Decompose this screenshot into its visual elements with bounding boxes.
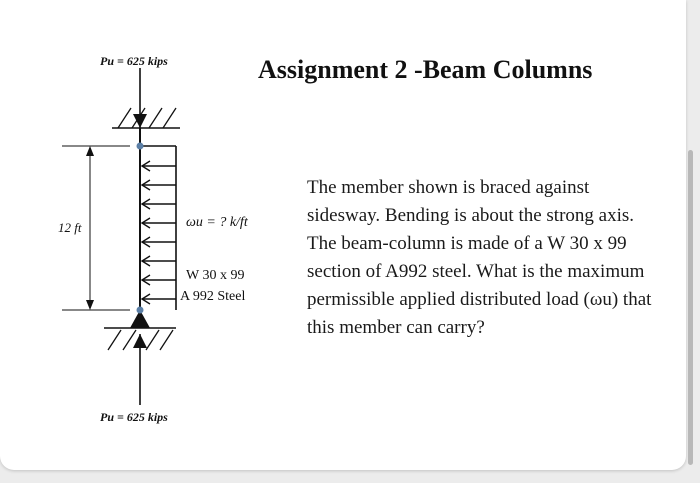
bottom-joint: [137, 307, 144, 314]
top-arrowhead: [133, 114, 147, 128]
dimension-arrowhead-top: [86, 146, 94, 156]
material-label: A 992 Steel: [180, 289, 246, 304]
bottom-arrowhead: [133, 334, 147, 348]
scrollbar[interactable]: [688, 150, 693, 465]
problem-statement: The member shown is braced against sidesway. Bending is about the strong axis. The beam-column is made of a W 30 x 99 section of A992 steel. What is the maximum permissible applied distributed load (ωu) that this member can carry?: [307, 177, 652, 338]
top-joint: [137, 143, 144, 150]
top-support-hatch: [118, 108, 176, 128]
top-load-label: Pu = 625 kips: [100, 54, 168, 68]
distributed-load-label: ωu = ? k/ft: [186, 215, 248, 230]
distributed-load-arrows: [142, 161, 176, 304]
slide-title: Assignment 2 -Beam Columns: [258, 55, 593, 84]
bottom-load-label: Pu = 625 kips: [100, 410, 168, 424]
section-label: W 30 x 99: [186, 268, 245, 283]
dimension-arrowhead-bottom: [86, 300, 94, 310]
length-label: 12 ft: [58, 220, 82, 235]
